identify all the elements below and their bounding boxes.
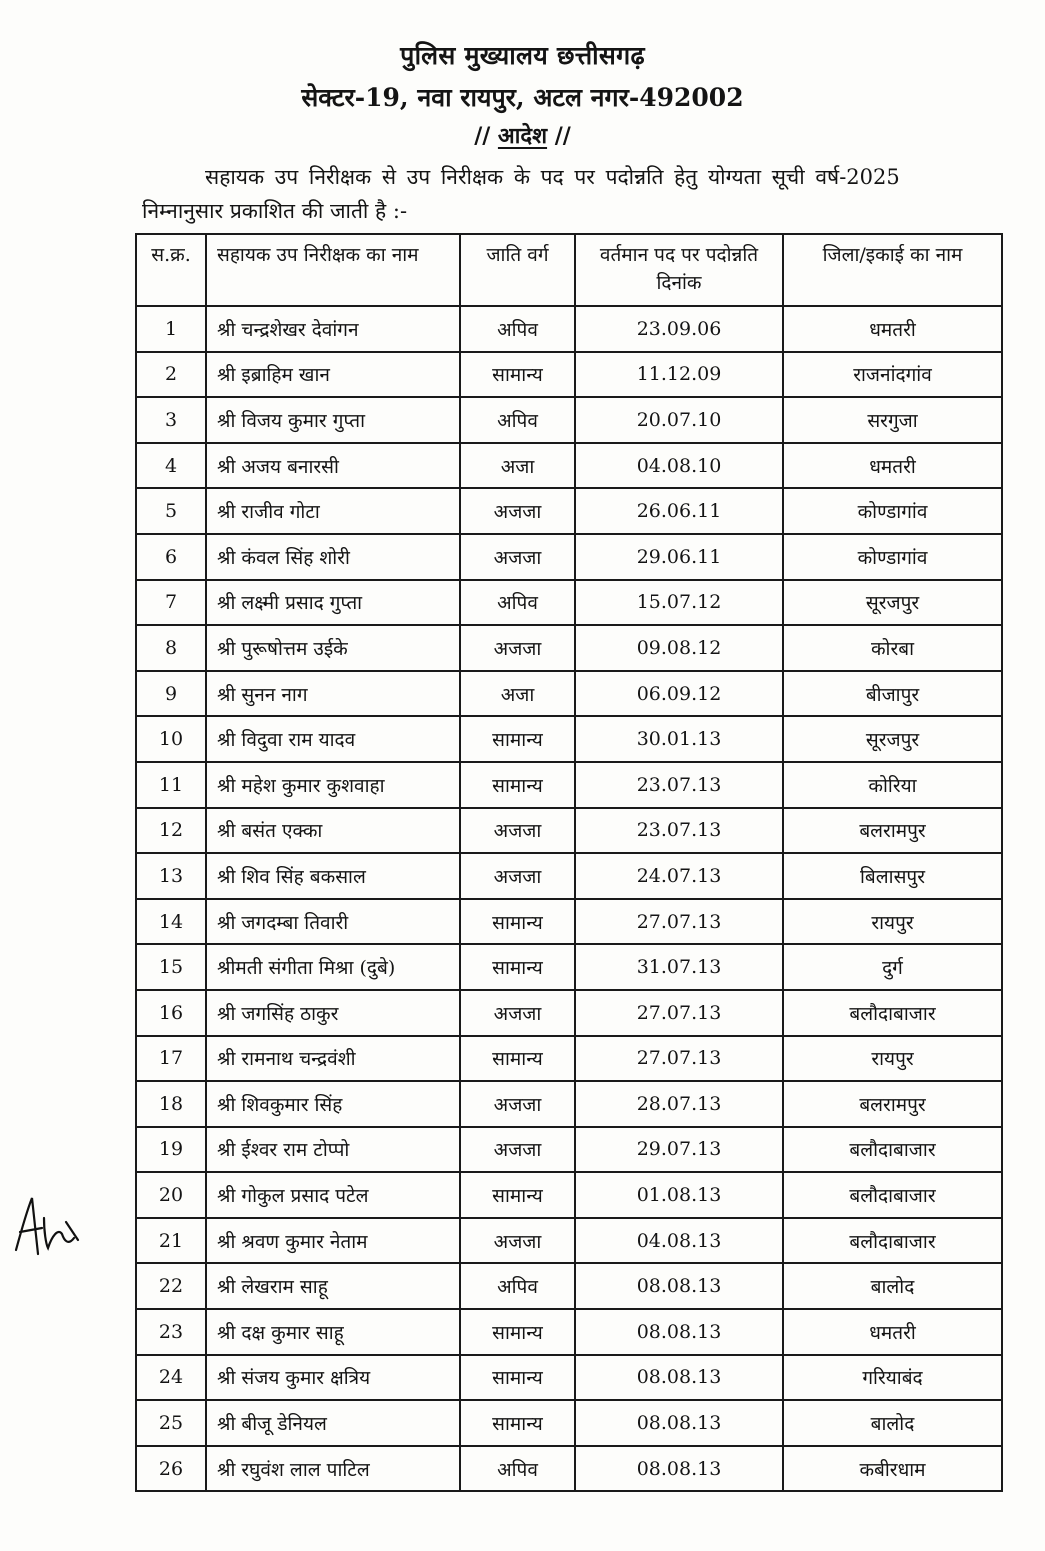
- cell-promotion-date: 23.09.06: [575, 306, 783, 352]
- office-address: सेक्टर-19, नवा रायपुर, अटल नगर-492002: [301, 83, 744, 112]
- cell-promotion-date: 08.08.13: [575, 1400, 783, 1446]
- cell-caste-category: अजजा: [460, 853, 575, 899]
- cell-officer-name: श्रीमती संगीता मिश्रा (दुबे): [206, 944, 460, 990]
- eligibility-list-table: [135, 233, 1003, 1492]
- cell-serial-number: 23: [136, 1309, 206, 1355]
- order-suffix: //: [547, 123, 571, 149]
- cell-district-unit: बलौदाबाजार: [783, 1218, 1002, 1264]
- cell-district-unit: बालोद: [783, 1263, 1002, 1309]
- cell-serial-number: 14: [136, 899, 206, 945]
- cell-caste-category: अजजा: [460, 1127, 575, 1173]
- cell-serial-number: 18: [136, 1081, 206, 1127]
- header-district-unit: जिला/इकाई का नाम: [783, 234, 1002, 306]
- cell-caste-category: सामान्य: [460, 352, 575, 398]
- table-row: [136, 534, 1002, 580]
- cell-district-unit: बलौदाबाजार: [783, 1127, 1002, 1173]
- table-row: [136, 1400, 1002, 1446]
- cell-serial-number: 5: [136, 488, 206, 534]
- cell-serial-number: 2: [136, 352, 206, 398]
- cell-promotion-date: 31.07.13: [575, 944, 783, 990]
- cell-officer-name: श्री राजीव गोटा: [206, 488, 460, 534]
- cell-promotion-date: 08.08.13: [575, 1263, 783, 1309]
- cell-serial-number: 17: [136, 1036, 206, 1082]
- cell-caste-category: अपिव: [460, 397, 575, 443]
- cell-caste-category: अपिव: [460, 580, 575, 626]
- order-prefix: //: [474, 123, 498, 149]
- table-row: [136, 1036, 1002, 1082]
- cell-caste-category: सामान्य: [460, 1355, 575, 1401]
- cell-district-unit: सूरजपुर: [783, 580, 1002, 626]
- cell-district-unit: कबीरधाम: [783, 1446, 1002, 1492]
- table-row: [136, 762, 1002, 808]
- cell-officer-name: श्री विजय कुमार गुप्ता: [206, 397, 460, 443]
- table-row: [136, 1355, 1002, 1401]
- cell-district-unit: बिलासपुर: [783, 853, 1002, 899]
- cell-district-unit: धमतरी: [783, 1309, 1002, 1355]
- cell-serial-number: 1: [136, 306, 206, 352]
- cell-serial-number: 22: [136, 1263, 206, 1309]
- cell-promotion-date: 08.08.13: [575, 1446, 783, 1492]
- cell-district-unit: गरियाबंद: [783, 1355, 1002, 1401]
- table-row: [136, 443, 1002, 489]
- table-header-row: [136, 234, 1002, 306]
- table-row: [136, 1081, 1002, 1127]
- cell-caste-category: सामान्य: [460, 762, 575, 808]
- cell-district-unit: धमतरी: [783, 443, 1002, 489]
- cell-officer-name: श्री अजय बनारसी: [206, 443, 460, 489]
- cell-officer-name: श्री संजय कुमार क्षत्रिय: [206, 1355, 460, 1401]
- cell-district-unit: कोरबा: [783, 625, 1002, 671]
- cell-district-unit: बालोद: [783, 1400, 1002, 1446]
- cell-caste-category: अजजा: [460, 1081, 575, 1127]
- header-serial-number: स.क्र.: [136, 234, 206, 306]
- cell-serial-number: 7: [136, 580, 206, 626]
- cell-promotion-date: 27.07.13: [575, 990, 783, 1036]
- cell-serial-number: 3: [136, 397, 206, 443]
- cell-officer-name: श्री कंवल सिंह शोरी: [206, 534, 460, 580]
- cell-officer-name: श्री दक्ष कुमार साहू: [206, 1309, 460, 1355]
- table-row: [136, 671, 1002, 717]
- cell-caste-category: अजा: [460, 671, 575, 717]
- cell-caste-category: सामान्य: [460, 1172, 575, 1218]
- cell-officer-name: श्री बसंत एक्का: [206, 808, 460, 854]
- cell-promotion-date: 28.07.13: [575, 1081, 783, 1127]
- cell-promotion-date: 20.07.10: [575, 397, 783, 443]
- cell-promotion-date: 15.07.12: [575, 580, 783, 626]
- cell-serial-number: 11: [136, 762, 206, 808]
- cell-serial-number: 21: [136, 1218, 206, 1264]
- cell-serial-number: 15: [136, 944, 206, 990]
- table-body: [136, 306, 1002, 1491]
- cell-promotion-date: 06.09.12: [575, 671, 783, 717]
- cell-serial-number: 4: [136, 443, 206, 489]
- cell-promotion-date: 11.12.09: [575, 352, 783, 398]
- cell-caste-category: अपिव: [460, 1446, 575, 1492]
- cell-caste-category: सामान्य: [460, 899, 575, 945]
- table-row: [136, 1309, 1002, 1355]
- cell-promotion-date: 01.08.13: [575, 1172, 783, 1218]
- cell-officer-name: श्री विदुवा राम यादव: [206, 716, 460, 762]
- cell-district-unit: रायपुर: [783, 899, 1002, 945]
- cell-caste-category: सामान्य: [460, 1400, 575, 1446]
- cell-serial-number: 25: [136, 1400, 206, 1446]
- cell-caste-category: अजजा: [460, 990, 575, 1036]
- cell-serial-number: 12: [136, 808, 206, 854]
- cell-officer-name: श्री बीजू डेनियल: [206, 1400, 460, 1446]
- cell-district-unit: धमतरी: [783, 306, 1002, 352]
- cell-caste-category: सामान्य: [460, 716, 575, 762]
- table-row: [136, 1263, 1002, 1309]
- cell-serial-number: 20: [136, 1172, 206, 1218]
- cell-serial-number: 24: [136, 1355, 206, 1401]
- cell-officer-name: श्री लेखराम साहू: [206, 1263, 460, 1309]
- cell-promotion-date: 26.06.11: [575, 488, 783, 534]
- intro-line-1: सहायक उप निरीक्षक से उप निरीक्षक के पद पर पदोन्नति हेतु योग्यता सूची वर्ष-2025: [205, 165, 900, 189]
- cell-officer-name: श्री महेश कुमार कुशवाहा: [206, 762, 460, 808]
- table-row: [136, 397, 1002, 443]
- header-promotion-date: वर्तमान पद पर पदोन्नति दिनांक: [575, 234, 783, 306]
- cell-caste-category: सामान्य: [460, 1309, 575, 1355]
- cell-officer-name: श्री इब्राहिम खान: [206, 352, 460, 398]
- cell-district-unit: बीजापुर: [783, 671, 1002, 717]
- cell-district-unit: कोरिया: [783, 762, 1002, 808]
- intro-line-2: निम्नानुसार प्रकाशित की जाती है :-: [142, 199, 408, 223]
- cell-serial-number: 19: [136, 1127, 206, 1173]
- table-row: [136, 944, 1002, 990]
- cell-district-unit: कोण्डागांव: [783, 534, 1002, 580]
- table-row: [136, 1127, 1002, 1173]
- table-row: [136, 1172, 1002, 1218]
- order-word: आदेश: [497, 123, 548, 149]
- cell-officer-name: श्री शिवकुमार सिंह: [206, 1081, 460, 1127]
- cell-district-unit: राजनांदगांव: [783, 352, 1002, 398]
- cell-promotion-date: 29.07.13: [575, 1127, 783, 1173]
- table-row: [136, 306, 1002, 352]
- cell-promotion-date: 29.06.11: [575, 534, 783, 580]
- cell-officer-name: श्री गोकुल प्रसाद पटेल: [206, 1172, 460, 1218]
- cell-district-unit: बलौदाबाजार: [783, 990, 1002, 1036]
- table-row: [136, 716, 1002, 762]
- cell-district-unit: बलौदाबाजार: [783, 1172, 1002, 1218]
- cell-promotion-date: 27.07.13: [575, 1036, 783, 1082]
- order-heading: [0, 120, 1045, 150]
- cell-promotion-date: 23.07.13: [575, 808, 783, 854]
- cell-officer-name: श्री ईश्वर राम टोप्पो: [206, 1127, 460, 1173]
- handwritten-initials: [8, 1188, 88, 1268]
- header-caste-category: जाति वर्ग: [460, 234, 575, 306]
- cell-caste-category: अजजा: [460, 488, 575, 534]
- cell-district-unit: सूरजपुर: [783, 716, 1002, 762]
- cell-district-unit: दुर्ग: [783, 944, 1002, 990]
- cell-officer-name: श्री रामनाथ चन्द्रवंशी: [206, 1036, 460, 1082]
- cell-officer-name: श्री रघुवंश लाल पाटिल: [206, 1446, 460, 1492]
- cell-promotion-date: 27.07.13: [575, 899, 783, 945]
- cell-promotion-date: 04.08.13: [575, 1218, 783, 1264]
- cell-caste-category: अजजा: [460, 625, 575, 671]
- table-row: [136, 352, 1002, 398]
- cell-district-unit: रायपुर: [783, 1036, 1002, 1082]
- header-officer-name: सहायक उप निरीक्षक का नाम: [206, 234, 460, 306]
- cell-serial-number: 16: [136, 990, 206, 1036]
- cell-serial-number: 10: [136, 716, 206, 762]
- cell-caste-category: अपिव: [460, 1263, 575, 1309]
- cell-caste-category: सामान्य: [460, 1036, 575, 1082]
- cell-serial-number: 9: [136, 671, 206, 717]
- cell-serial-number: 13: [136, 853, 206, 899]
- table-row: [136, 1218, 1002, 1264]
- table-row: [136, 488, 1002, 534]
- cell-officer-name: श्री सुनन नाग: [206, 671, 460, 717]
- cell-officer-name: श्री श्रवण कुमार नेताम: [206, 1218, 460, 1264]
- cell-serial-number: 6: [136, 534, 206, 580]
- cell-officer-name: श्री लक्ष्मी प्रसाद गुप्ता: [206, 580, 460, 626]
- cell-district-unit: सरगुजा: [783, 397, 1002, 443]
- cell-caste-category: अजा: [460, 443, 575, 489]
- cell-officer-name: श्री जगसिंह ठाकुर: [206, 990, 460, 1036]
- cell-promotion-date: 08.08.13: [575, 1355, 783, 1401]
- cell-district-unit: कोण्डागांव: [783, 488, 1002, 534]
- cell-caste-category: अपिव: [460, 306, 575, 352]
- cell-caste-category: अजजा: [460, 534, 575, 580]
- table-row: [136, 1446, 1002, 1492]
- cell-caste-category: सामान्य: [460, 944, 575, 990]
- cell-caste-category: अजजा: [460, 1218, 575, 1264]
- cell-promotion-date: 23.07.13: [575, 762, 783, 808]
- table-row: [136, 990, 1002, 1036]
- cell-caste-category: अजजा: [460, 808, 575, 854]
- cell-serial-number: 8: [136, 625, 206, 671]
- cell-promotion-date: 30.01.13: [575, 716, 783, 762]
- cell-district-unit: बलरामपुर: [783, 808, 1002, 854]
- table-row: [136, 853, 1002, 899]
- cell-officer-name: श्री चन्द्रशेखर देवांगन: [206, 306, 460, 352]
- cell-promotion-date: 04.08.10: [575, 443, 783, 489]
- cell-promotion-date: 08.08.13: [575, 1309, 783, 1355]
- cell-officer-name: श्री जगदम्बा तिवारी: [206, 899, 460, 945]
- cell-promotion-date: 09.08.12: [575, 625, 783, 671]
- table-row: [136, 625, 1002, 671]
- office-name: पुलिस मुख्यालय छत्तीसगढ़: [400, 41, 645, 70]
- table-row: [136, 580, 1002, 626]
- cell-officer-name: श्री शिव सिंह बकसाल: [206, 853, 460, 899]
- table-row: [136, 808, 1002, 854]
- cell-serial-number: 26: [136, 1446, 206, 1492]
- cell-officer-name: श्री पुरूषोत्तम उईके: [206, 625, 460, 671]
- table-row: [136, 899, 1002, 945]
- cell-district-unit: बलरामपुर: [783, 1081, 1002, 1127]
- cell-promotion-date: 24.07.13: [575, 853, 783, 899]
